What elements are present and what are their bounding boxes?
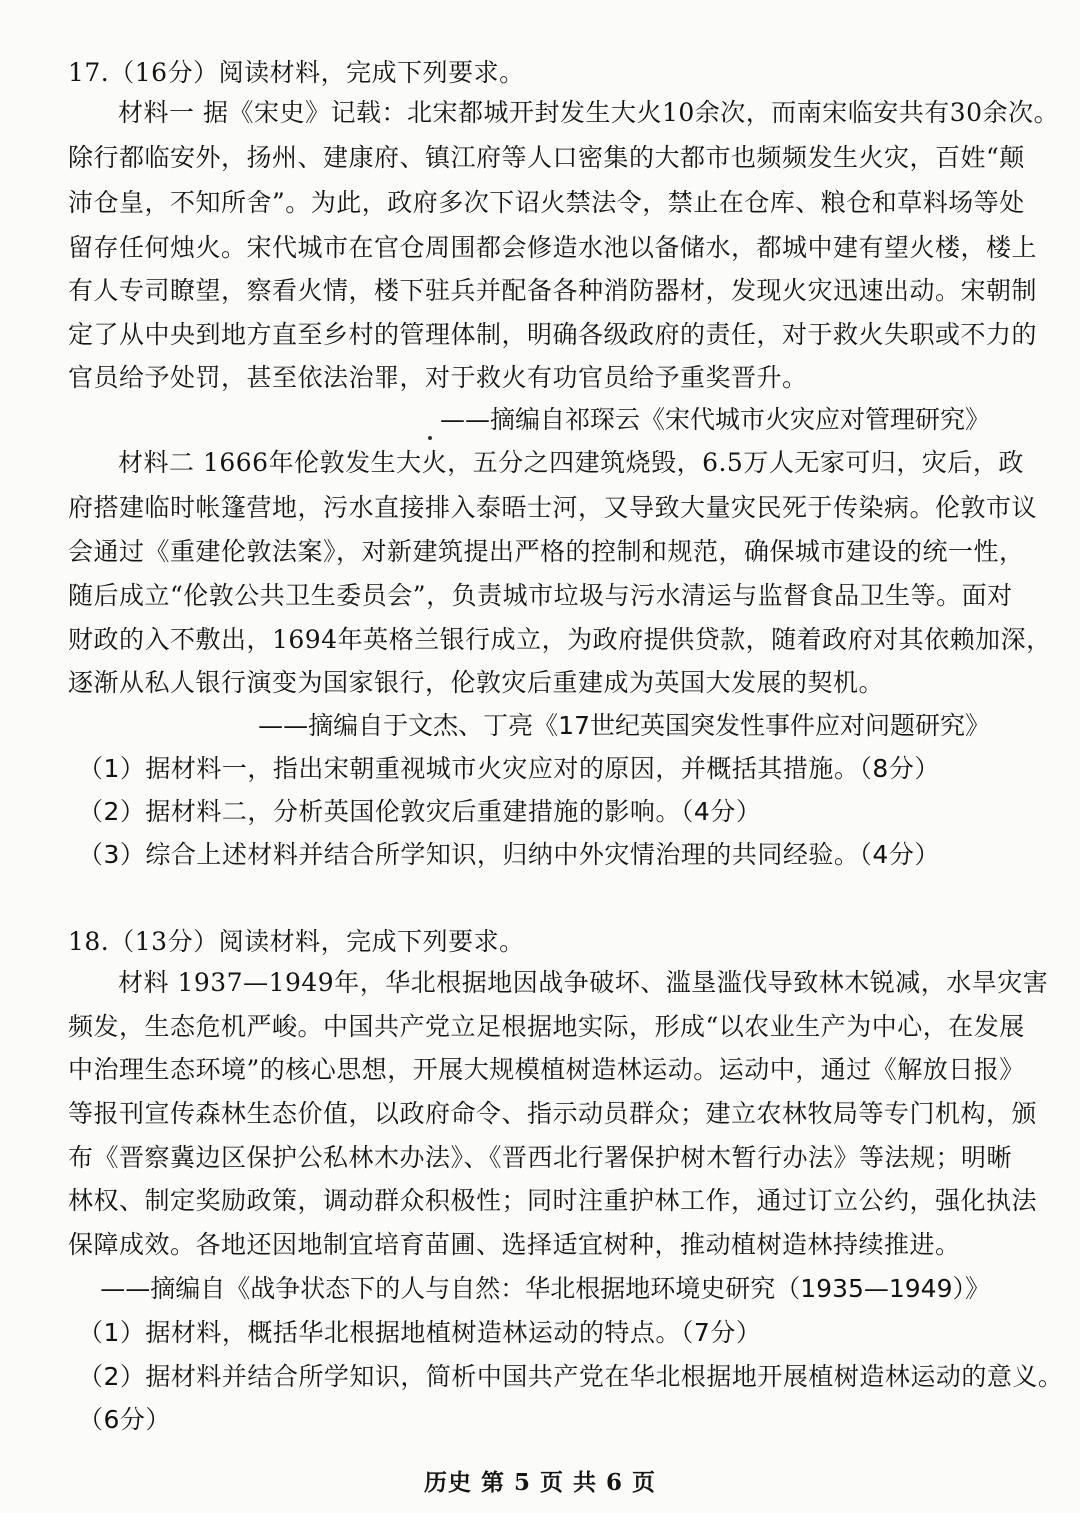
q17-material2-source: ——摘编自于文杰、丁亮《17世纪英国突发性事件应对问题研究》: [258, 711, 990, 740]
q17-material1-line: 除行都临安外，扬州、建康府、镇江府等人口密集的大都市也频频发生火灾，百姓“颠: [68, 143, 1025, 172]
q17-material1-line: 有人专司瞭望，察看火情，楼下驻兵并配备各种消防器材，发现火灾迅速出动。宋朝制: [68, 276, 1038, 305]
q17-question-3: （3）综合上述材料并结合所学知识，归纳中外灾情治理的共同经验。（4分）: [78, 840, 940, 869]
q17-material1-line: 留存任何烛火。宋代城市在官仓周围都会修造水池以备储水，都城中建有望火楼，楼上: [68, 233, 1038, 262]
q17-material2-line: 随后成立“伦敦公共卫生委员会”，负责城市垃圾与污水清运与监督食品卫生等。面对: [68, 581, 1013, 610]
q18-material-line: 布《晋察冀边区保护公私林木办法》、《晋西北行署保护树木暂行办法》等法规；明晰: [68, 1143, 1013, 1172]
q18-header: 18.（13分）阅读材料，完成下列要求。: [68, 927, 525, 956]
q17-material1-source: ——摘编自祁琛云《宋代城市火灾应对管理研究》: [439, 405, 990, 434]
q17-material1-line: 材料一 据《宋史》记载：北宋都城开封发生大火10余次，而南宋临安共有30余次。: [118, 98, 1060, 127]
q18-material-line: 保障成效。各地还因地制宜培育苗圃、选择适宜树种，推动植树造林持续推进。: [68, 1230, 961, 1259]
page-footer: 历史 第 5 页 共 6 页: [423, 1469, 657, 1496]
q17-question-2: （2）据材料二，分析英国伦敦灾后重建措施的影响。（4分）: [78, 797, 762, 826]
q18-material-line: 中治理生态环境”的核心思想，开展大规模植树造林运动。运动中，通过《解放日报》: [68, 1055, 1025, 1084]
q17-material1-line: 定了从中央到地方直至乡村的管理体制，明确各级政府的责任，对于救火失职或不力的: [68, 320, 1038, 349]
q17-material2-line: 府搭建临时帐篷营地，污水直接排入泰晤士河，又导致大量灾民死于传染病。伦敦市议: [68, 493, 1038, 522]
q18-question-1: （1）据材料，概括华北根据地植树造林运动的特点。（7分）: [78, 1318, 762, 1347]
q18-material-line: 林权、制定奖励政策，调动群众积极性；同时注重护林工作，通过订立公约，强化执法: [68, 1186, 1038, 1215]
q17-material2-line: 逐渐从私人银行演变为国家银行，伦敦灾后重建成为英国大发展的契机。: [68, 668, 885, 697]
q17-material2-line: 财政的入不敷出，1694年英格兰银行成立，为政府提供贷款，随着政府对其依赖加深，: [68, 625, 1052, 654]
q18-material-source: ——摘编自《战争状态下的人与自然：华北根据地环境史研究（1935—1949）》: [100, 1274, 990, 1303]
q18-question-2-points: （6分）: [78, 1405, 171, 1434]
q17-material2-line: 会通过《重建伦敦法案》，对新建筑提出严格的控制和规范，确保城市建设的统一性，: [68, 537, 1025, 566]
q18-material-line: 等报刊宣传森林生态价值，以政府命令、指示动员群众；建立农林牧局等专门机构，颁: [68, 1099, 1038, 1128]
q17-material1-line: 沛仓皇，不知所舍”。为此，政府多次下诏火禁法令，禁止在仓库、粮仓和草料场等处: [68, 188, 1025, 217]
q18-question-2: （2）据材料并结合所学知识，简析中国共产党在华北根据地开展植树造林运动的意义。: [78, 1362, 1064, 1391]
q17-material2-line: 材料二 1666年伦敦发生大火，五分之四建筑烧毁，6.5万人无家可归，灾后，政: [118, 448, 1024, 477]
q17-question-1: （1）据材料一，指出宋朝重视城市火灾应对的原因，并概括其措施。（8分）: [78, 754, 940, 783]
scan-speck: [428, 436, 432, 440]
q18-material-line: 频发，生态危机严峻。中国共产党立足根据地实际，形成“以农业生产为中心，在发展: [68, 1012, 1025, 1041]
q18-material-line: 材料 1937—1949年，华北根据地因战争破坏、滥垦滥伐导致林木锐减，水旱灾害: [118, 968, 1049, 997]
q17-material1-line: 官员给予处罚，甚至依法治罪，对于救火有功官员给予重奖晋升。: [68, 363, 808, 392]
q17-header: 17.（16分）阅读材料，完成下列要求。: [68, 58, 525, 87]
